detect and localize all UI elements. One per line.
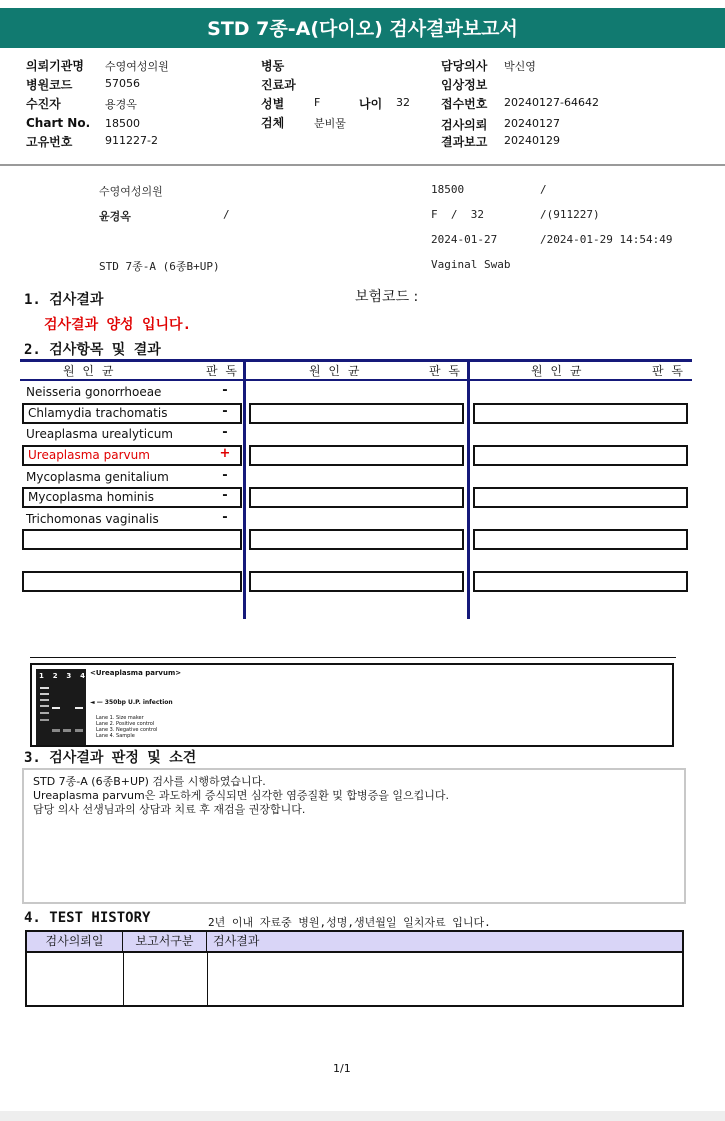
value-specimen: 분비물 (314, 117, 346, 130)
value-hospital: 수영여성의원 (105, 60, 169, 73)
ladder-band (40, 719, 49, 721)
primer-dimer-band (63, 729, 71, 732)
verdict-trichomonas-vaginalis: - (222, 510, 228, 525)
patient-test-name: STD 7종-A (6종B+UP) (99, 260, 220, 273)
value-patient: 용경옥 (105, 98, 137, 111)
organism-ureaplasma-parvum: Ureaplasma parvum (28, 448, 150, 462)
value-chart: 18500 (105, 117, 140, 130)
positive-band (52, 707, 60, 709)
value-sex: F (314, 96, 321, 109)
patient-name: 윤경옥 (99, 210, 131, 223)
organism-ureaplasma-urealyticum: Ureaplasma urealyticum (26, 427, 173, 441)
page-number: 1/1 (333, 1062, 351, 1075)
label-hospital-code: 병원코드 (26, 78, 73, 92)
label-request-date: 검사의뢰 (441, 118, 488, 132)
ladder-band (40, 712, 49, 714)
header-divider (0, 164, 725, 166)
label-unique-id: 고유번호 (26, 135, 73, 149)
col2-box-1 (249, 403, 464, 424)
col3-box-1 (473, 403, 688, 424)
gel-image-frame (30, 663, 674, 747)
section1-title: 1. 검사결과 (24, 292, 104, 308)
col-verdict-2: 판 독 (429, 364, 462, 378)
history-col-report-type: 보고서구분 (123, 932, 207, 951)
lane-number-4: 4 (80, 672, 85, 680)
label-doctor: 담당의사 (441, 59, 488, 73)
patient-date-received: 2024-01-27 (431, 233, 498, 246)
history-header-row (27, 932, 682, 953)
gel-legend-item: Lane 3. Negative control (96, 727, 158, 733)
value-report-date: 20240129 (504, 134, 560, 147)
col2-box-4 (249, 529, 464, 550)
value-hospital-code: 57056 (105, 77, 140, 90)
value-receipt-no: 20240127-64642 (504, 96, 599, 109)
organism-mycoplasma-hominis: Mycoplasma hominis (28, 490, 154, 504)
label-sex: 성별 (261, 97, 285, 111)
patient-slash-1: / (540, 183, 547, 196)
gel-band-label: 350bp U.P. infection (104, 699, 173, 706)
col2-box-5 (249, 571, 464, 592)
label-report-date: 결과보고 (441, 135, 488, 149)
opinion-line-3: 담당 의사 선생님과의 상담과 치료 후 재검을 권장합니다. (33, 803, 306, 816)
value-doctor: 박신영 (504, 60, 536, 73)
opinion-line-2: Ureaplasma parvum은 과도하게 증식되면 심각한 염증질환 및 합병증을 일으킵니다. (33, 789, 449, 802)
verdict-ureaplasma-urealyticum: - (222, 425, 228, 440)
results-column-divider-1 (243, 359, 246, 619)
opinion-line-1: STD 7종-A (6종B+UP) 검사를 시행하였습니다. (33, 775, 266, 788)
patient-hospital: 수영여성의원 (99, 185, 163, 198)
primer-dimer-band (52, 729, 60, 732)
organism-mycoplasma-genitalium: Mycoplasma genitalium (26, 470, 169, 484)
results-table-header-rule (20, 379, 692, 381)
arrow-left-icon: ◄ — (90, 699, 103, 706)
patient-sex-age: F / 32 (431, 208, 484, 221)
gel-arrow-annotation (90, 699, 173, 706)
opinion-box (22, 768, 686, 904)
history-table (25, 930, 684, 1007)
primer-dimer-band (75, 729, 83, 732)
verdict-mycoplasma-hominis: - (222, 488, 228, 503)
col3-box-4 (473, 529, 688, 550)
col-verdict-1: 판 독 (206, 364, 239, 378)
organism-chlamydia-trachomatis: Chlamydia trachomatis (28, 406, 168, 420)
label-patient: 수진자 (26, 97, 61, 111)
page-bottom-band (0, 1111, 725, 1121)
section3-title: 3. 검사결과 판정 및 소견 (24, 750, 197, 766)
label-chart: Chart No. (26, 116, 91, 130)
verdict-chlamydia-trachomatis: - (222, 404, 228, 419)
results-column-divider-2 (467, 359, 470, 619)
organism-neisseria-gonorrhoeae: Neisseria gonorrhoeae (26, 385, 162, 399)
gel-legend-item: Lane 4. Sample (96, 733, 135, 739)
ladder-band (40, 687, 49, 689)
col-organism-1: 원 인 균 (63, 364, 116, 378)
verdict-ureaplasma-parvum: + (219, 446, 231, 461)
col3-box-2 (473, 445, 688, 466)
row-box-empty-1 (22, 529, 242, 550)
label-specimen: 검체 (261, 116, 285, 130)
row-box-empty-2 (22, 571, 242, 592)
col3-box-5 (473, 571, 688, 592)
gel-title: <Ureaplasma parvum> (90, 669, 182, 677)
history-divider-2 (207, 951, 208, 1007)
verdict-neisseria-gonorrhoeae: - (222, 383, 228, 398)
value-age: 32 (396, 96, 410, 109)
label-department: 진료과 (261, 78, 296, 92)
history-col-request-date: 검사의뢰일 (27, 932, 123, 951)
organism-trichomonas-vaginalis: Trichomonas vaginalis (26, 512, 159, 526)
value-unique-id: 911227-2 (105, 134, 158, 147)
gel-legend (96, 715, 157, 739)
ladder-band (40, 705, 49, 707)
value-request-date: 20240127 (504, 117, 560, 130)
lane-number-2: 2 (52, 672, 58, 680)
label-hospital: 의뢰기관명 (26, 59, 84, 73)
patient-slash-2: / (223, 208, 230, 221)
label-ward: 병동 (261, 59, 285, 73)
gel-legend-item: Lane 1. Size maker (96, 715, 144, 721)
history-col-result: 검사결과 (207, 932, 682, 951)
ladder-band (40, 699, 49, 701)
gel-image (36, 669, 86, 745)
patient-specimen: Vaginal Swab (431, 258, 511, 271)
label-age: 나이 (359, 97, 383, 111)
report-title: STD 7종-A(다이오) 검사결과보고서 (0, 8, 725, 48)
patient-birth-id: /(911227) (540, 208, 600, 221)
col3-box-3 (473, 487, 688, 508)
positive-message: 검사결과 양성 입니다. (44, 317, 192, 333)
gel-lane-numbers (39, 672, 85, 680)
history-note: 2년 이내 자료중 병원,성명,생년월일 일치자료 입니다. (208, 916, 491, 929)
ladder-band (40, 693, 49, 695)
lane-number-1: 1 (39, 672, 44, 680)
col2-box-2 (249, 445, 464, 466)
col-organism-3: 원 인 균 (531, 364, 584, 378)
gel-top-rule (30, 657, 676, 658)
gel-legend-item: Lane 2. Positive control (96, 721, 155, 727)
insurance-code-label: 보험코드 : (355, 289, 419, 305)
col2-box-3 (249, 487, 464, 508)
col-verdict-3: 판 독 (652, 364, 685, 378)
sample-band (75, 707, 83, 709)
label-receipt-no: 접수번호 (441, 97, 488, 111)
section2-title: 2. 검사항목 및 결과 (24, 342, 161, 358)
patient-date-reported: /2024-01-29 14:54:49 (540, 233, 673, 246)
history-divider-1 (123, 951, 124, 1007)
section4-title: 4. TEST HISTORY (24, 910, 151, 926)
verdict-mycoplasma-genitalium: - (222, 468, 228, 483)
col-organism-2: 원 인 균 (309, 364, 362, 378)
label-clinical-info: 임상정보 (441, 78, 488, 92)
patient-chart: 18500 (431, 183, 465, 196)
lane-number-3: 3 (66, 672, 72, 680)
